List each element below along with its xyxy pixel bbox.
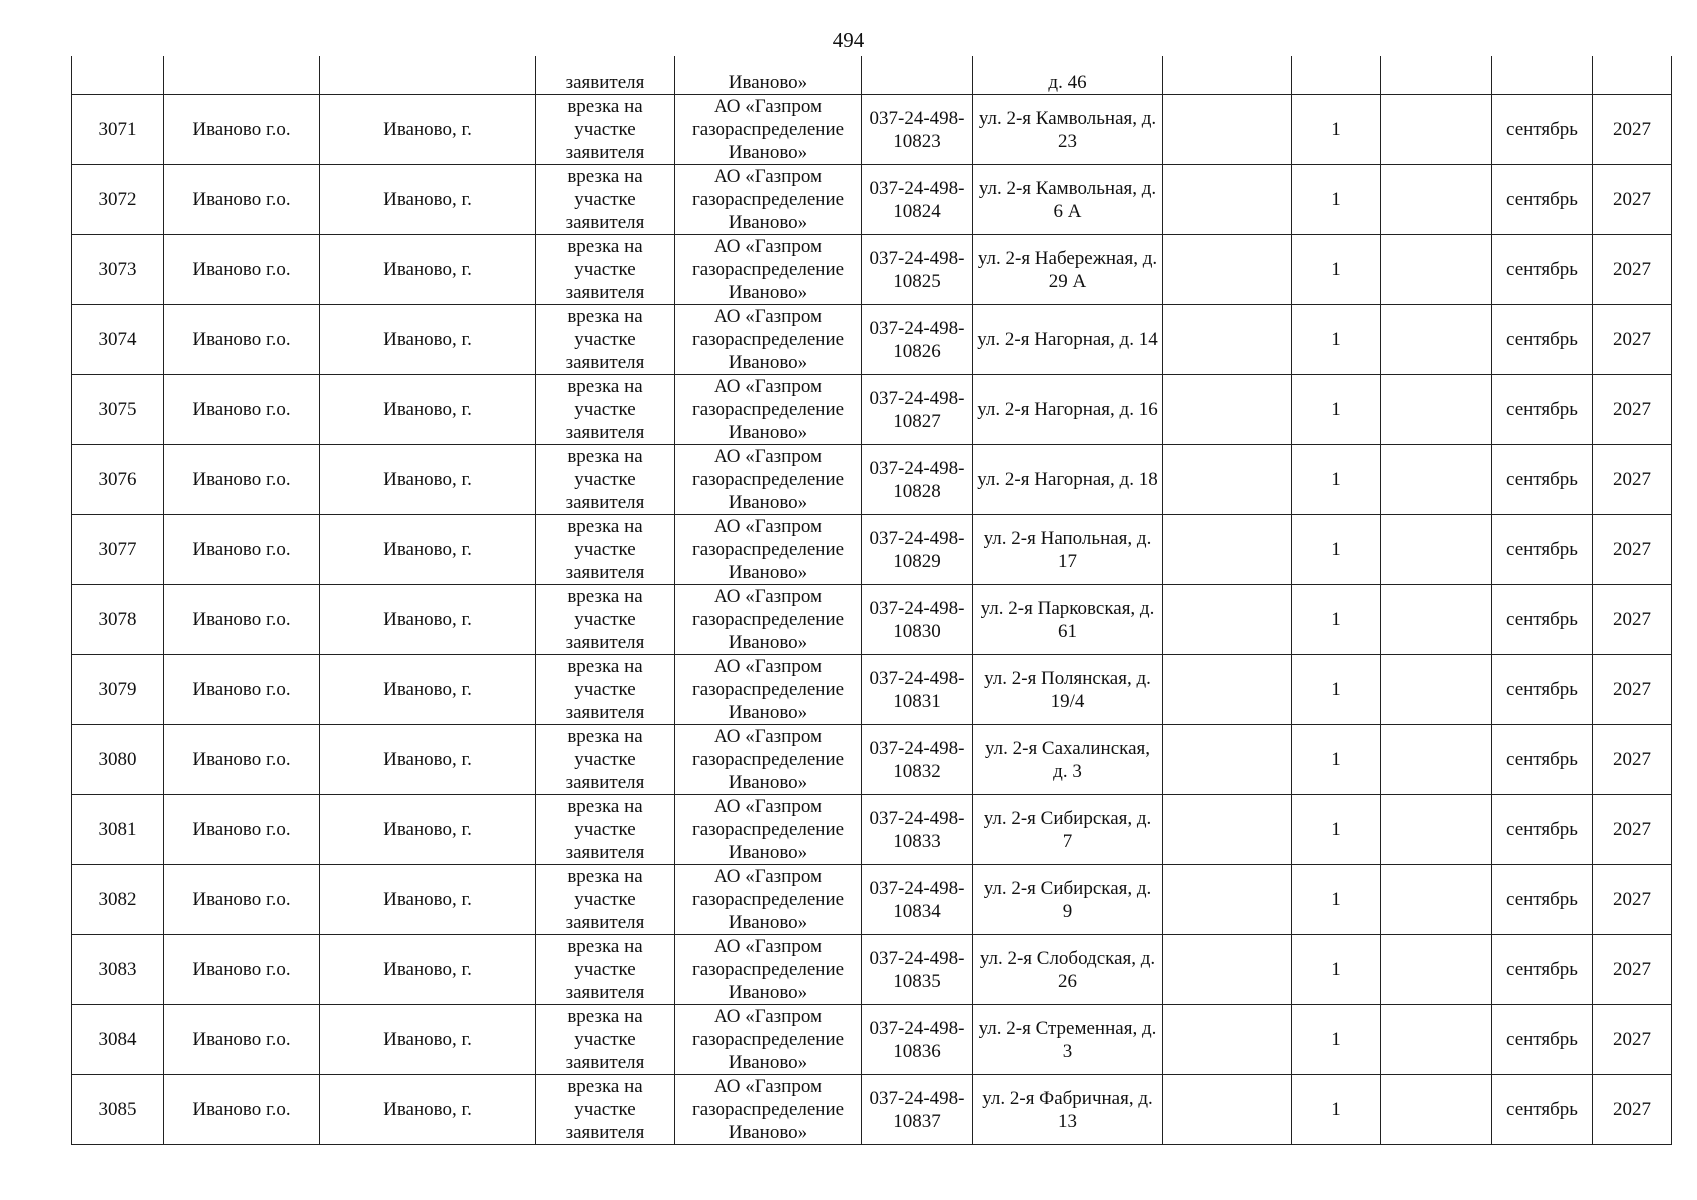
cell-num: 3082 [72,865,164,935]
cell-method: врезка на участке заявителя [536,165,675,235]
cell-empty-1 [1163,445,1292,515]
cell-org: АО «Газпром газораспределение Иваново» [675,95,862,165]
cell-method: врезка на участке заявителя [536,1075,675,1145]
cell-month: сентябрь [1492,375,1593,445]
cell-address: ул. 2-я Нагорная, д. 14 [973,305,1163,375]
cell-code: 037-24-498-10835 [862,935,973,1005]
registry-table [71,56,1672,1145]
cell-code: 037-24-498-10836 [862,1005,973,1075]
cell-year: 2027 [1593,445,1672,515]
cell-empty-1 [1163,165,1292,235]
cell-qty: 1 [1292,725,1381,795]
cell-num: 3077 [72,515,164,585]
cell-code: 037-24-498-10832 [862,725,973,795]
cell-district: Иваново г.о. [164,1005,320,1075]
cell-locality: Иваново, г. [320,585,536,655]
cell-empty-2 [1381,515,1492,585]
cell-address: ул. 2-я Набережная, д. 29 А [973,235,1163,305]
cell-num: 3081 [72,795,164,865]
cell-num: 3078 [72,585,164,655]
cell-month [1492,56,1593,95]
cell-address: ул. 2-я Сибирская, д. 7 [973,795,1163,865]
cell-qty: 1 [1292,795,1381,865]
cell-empty-2 [1381,935,1492,1005]
cell-district [164,56,320,95]
cell-year: 2027 [1593,1005,1672,1075]
cell-method: врезка на участке заявителя [536,865,675,935]
cell-month: сентябрь [1492,655,1593,725]
cell-empty-1 [1163,235,1292,305]
cell-empty-2 [1381,585,1492,655]
table-row [72,305,1672,375]
cell-month: сентябрь [1492,865,1593,935]
cell-address: ул. 2-я Камвольная, д. 6 А [973,165,1163,235]
cell-address: ул. 2-я Парковская, д. 61 [973,585,1163,655]
cell-method: врезка на участке заявителя [536,795,675,865]
cell-num [72,56,164,95]
cell-method: врезка на участке заявителя [536,95,675,165]
cell-locality: Иваново, г. [320,1005,536,1075]
cell-address: ул. 2-я Слободская, д. 26 [973,935,1163,1005]
cell-empty-2 [1381,1005,1492,1075]
cell-empty-1 [1163,585,1292,655]
cell-locality: Иваново, г. [320,1075,536,1145]
cell-empty-1 [1163,935,1292,1005]
cell-num: 3083 [72,935,164,1005]
cell-month: сентябрь [1492,95,1593,165]
cell-org: АО «Газпром газораспределение Иваново» [675,235,862,305]
cell-month: сентябрь [1492,165,1593,235]
cell-district: Иваново г.о. [164,305,320,375]
cell-address: ул. 2-я Напольная, д. 17 [973,515,1163,585]
table-row [72,445,1672,515]
cell-address: ул. 2-я Стременная, д. 3 [973,1005,1163,1075]
table-row [72,95,1672,165]
cell-year: 2027 [1593,305,1672,375]
cell-code: 037-24-498-10830 [862,585,973,655]
cell-year: 2027 [1593,725,1672,795]
cell-month: сентябрь [1492,235,1593,305]
cell-empty-1 [1163,515,1292,585]
cell-address: д. 46 [973,56,1163,95]
cell-year: 2027 [1593,375,1672,445]
cell-method: врезка на участке заявителя [536,515,675,585]
cell-qty [1292,56,1381,95]
table-row [72,1075,1672,1145]
cell-month: сентябрь [1492,725,1593,795]
cell-code: 037-24-498-10829 [862,515,973,585]
cell-org: АО «Газпром газораспределение Иваново» [675,1005,862,1075]
cell-empty-1 [1163,795,1292,865]
cell-locality: Иваново, г. [320,445,536,515]
cell-num: 3076 [72,445,164,515]
cell-num: 3073 [72,235,164,305]
cell-num: 3080 [72,725,164,795]
cell-org: АО «Газпром газораспределение Иваново» [675,585,862,655]
cell-qty: 1 [1292,1005,1381,1075]
cell-num: 3072 [72,165,164,235]
cell-qty: 1 [1292,305,1381,375]
table-body [72,56,1672,1145]
cell-year: 2027 [1593,95,1672,165]
cell-empty-1 [1163,1005,1292,1075]
cell-code: 037-24-498-10828 [862,445,973,515]
cell-year: 2027 [1593,585,1672,655]
cell-empty-2 [1381,445,1492,515]
cell-district: Иваново г.о. [164,935,320,1005]
cell-num: 3084 [72,1005,164,1075]
cell-district: Иваново г.о. [164,165,320,235]
cell-org: АО «Газпром газораспределение Иваново» [675,445,862,515]
table-row [72,235,1672,305]
cell-year: 2027 [1593,795,1672,865]
cell-year: 2027 [1593,165,1672,235]
cell-qty: 1 [1292,1075,1381,1145]
cell-num: 3085 [72,1075,164,1145]
cell-method: заявителя [536,56,675,95]
cell-month: сентябрь [1492,305,1593,375]
cell-org: АО «Газпром газораспределение Иваново» [675,1075,862,1145]
cell-qty: 1 [1292,655,1381,725]
cell-num: 3071 [72,95,164,165]
cell-num: 3079 [72,655,164,725]
cell-code: 037-24-498-10833 [862,795,973,865]
cell-qty: 1 [1292,865,1381,935]
cell-code: 037-24-498-10827 [862,375,973,445]
cell-empty-2 [1381,375,1492,445]
cell-district: Иваново г.о. [164,725,320,795]
cell-empty-2 [1381,305,1492,375]
cell-empty-1 [1163,865,1292,935]
cell-method: врезка на участке заявителя [536,305,675,375]
cell-district: Иваново г.о. [164,235,320,305]
cell-district: Иваново г.о. [164,795,320,865]
cell-method: врезка на участке заявителя [536,935,675,1005]
cell-qty: 1 [1292,515,1381,585]
cell-org: АО «Газпром газораспределение Иваново» [675,375,862,445]
table-row [72,865,1672,935]
cell-code: 037-24-498-10826 [862,305,973,375]
cell-locality [320,56,536,95]
cell-org: Иваново» [675,56,862,95]
cell-district: Иваново г.о. [164,1075,320,1145]
cell-empty-1 [1163,56,1292,95]
cell-month: сентябрь [1492,445,1593,515]
cell-locality: Иваново, г. [320,95,536,165]
cell-code: 037-24-498-10834 [862,865,973,935]
cell-address: ул. 2-я Нагорная, д. 18 [973,445,1163,515]
cell-year [1593,56,1672,95]
cell-empty-2 [1381,795,1492,865]
cell-locality: Иваново, г. [320,865,536,935]
cell-address: ул. 2-я Камвольная, д. 23 [973,95,1163,165]
cell-empty-2 [1381,235,1492,305]
cell-address: ул. 2-я Сибирская, д. 9 [973,865,1163,935]
cell-code: 037-24-498-10837 [862,1075,973,1145]
cell-address: ул. 2-я Полянская, д. 19/4 [973,655,1163,725]
table-row [72,725,1672,795]
cell-code: 037-24-498-10823 [862,95,973,165]
cell-locality: Иваново, г. [320,165,536,235]
cell-org: АО «Газпром газораспределение Иваново» [675,515,862,585]
cell-method: врезка на участке заявителя [536,725,675,795]
cell-qty: 1 [1292,235,1381,305]
cell-year: 2027 [1593,655,1672,725]
continued-row [72,56,1672,95]
cell-year: 2027 [1593,865,1672,935]
cell-empty-1 [1163,305,1292,375]
cell-year: 2027 [1593,935,1672,1005]
cell-month: сентябрь [1492,1075,1593,1145]
cell-district: Иваново г.о. [164,515,320,585]
cell-district: Иваново г.о. [164,445,320,515]
cell-org: АО «Газпром газораспределение Иваново» [675,305,862,375]
table-row [72,935,1672,1005]
cell-year: 2027 [1593,515,1672,585]
cell-address: ул. 2-я Фабричная, д. 13 [973,1075,1163,1145]
cell-month: сентябрь [1492,585,1593,655]
cell-method: врезка на участке заявителя [536,655,675,725]
cell-locality: Иваново, г. [320,235,536,305]
cell-num: 3075 [72,375,164,445]
cell-code: 037-24-498-10824 [862,165,973,235]
cell-locality: Иваново, г. [320,795,536,865]
cell-locality: Иваново, г. [320,305,536,375]
cell-method: врезка на участке заявителя [536,445,675,515]
cell-qty: 1 [1292,375,1381,445]
cell-org: АО «Газпром газораспределение Иваново» [675,725,862,795]
table-row [72,375,1672,445]
cell-method: врезка на участке заявителя [536,235,675,305]
cell-org: АО «Газпром газораспределение Иваново» [675,165,862,235]
cell-district: Иваново г.о. [164,95,320,165]
cell-empty-1 [1163,655,1292,725]
cell-num: 3074 [72,305,164,375]
cell-qty: 1 [1292,95,1381,165]
table-row [72,165,1672,235]
cell-empty-2 [1381,865,1492,935]
cell-locality: Иваново, г. [320,725,536,795]
cell-empty-2 [1381,655,1492,725]
cell-month: сентябрь [1492,515,1593,585]
cell-month: сентябрь [1492,1005,1593,1075]
cell-month: сентябрь [1492,795,1593,865]
table-row [72,655,1672,725]
cell-empty-1 [1163,95,1292,165]
cell-district: Иваново г.о. [164,375,320,445]
cell-code: 037-24-498-10831 [862,655,973,725]
cell-org: АО «Газпром газораспределение Иваново» [675,655,862,725]
cell-address: ул. 2-я Сахалинская, д. 3 [973,725,1163,795]
cell-qty: 1 [1292,165,1381,235]
table-row [72,795,1672,865]
cell-org: АО «Газпром газораспределение Иваново» [675,935,862,1005]
cell-empty-2 [1381,95,1492,165]
cell-district: Иваново г.о. [164,585,320,655]
cell-code: 037-24-498-10825 [862,235,973,305]
cell-district: Иваново г.о. [164,865,320,935]
cell-empty-2 [1381,165,1492,235]
cell-empty-2 [1381,1075,1492,1145]
cell-month: сентябрь [1492,935,1593,1005]
table-row [72,1005,1672,1075]
cell-locality: Иваново, г. [320,935,536,1005]
table-row [72,585,1672,655]
cell-district: Иваново г.о. [164,655,320,725]
cell-code [862,56,973,95]
cell-address: ул. 2-я Нагорная, д. 16 [973,375,1163,445]
cell-empty-2 [1381,56,1492,95]
cell-org: АО «Газпром газораспределение Иваново» [675,795,862,865]
cell-empty-1 [1163,375,1292,445]
cell-empty-1 [1163,1075,1292,1145]
cell-qty: 1 [1292,585,1381,655]
cell-year: 2027 [1593,1075,1672,1145]
cell-qty: 1 [1292,445,1381,515]
cell-empty-2 [1381,725,1492,795]
cell-year: 2027 [1593,235,1672,305]
cell-qty: 1 [1292,935,1381,1005]
cell-empty-1 [1163,725,1292,795]
cell-org: АО «Газпром газораспределение Иваново» [675,865,862,935]
page-number: 494 [832,28,865,52]
cell-method: врезка на участке заявителя [536,375,675,445]
table-row [72,515,1672,585]
cell-method: врезка на участке заявителя [536,585,675,655]
cell-locality: Иваново, г. [320,515,536,585]
cell-locality: Иваново, г. [320,655,536,725]
cell-method: врезка на участке заявителя [536,1005,675,1075]
cell-locality: Иваново, г. [320,375,536,445]
